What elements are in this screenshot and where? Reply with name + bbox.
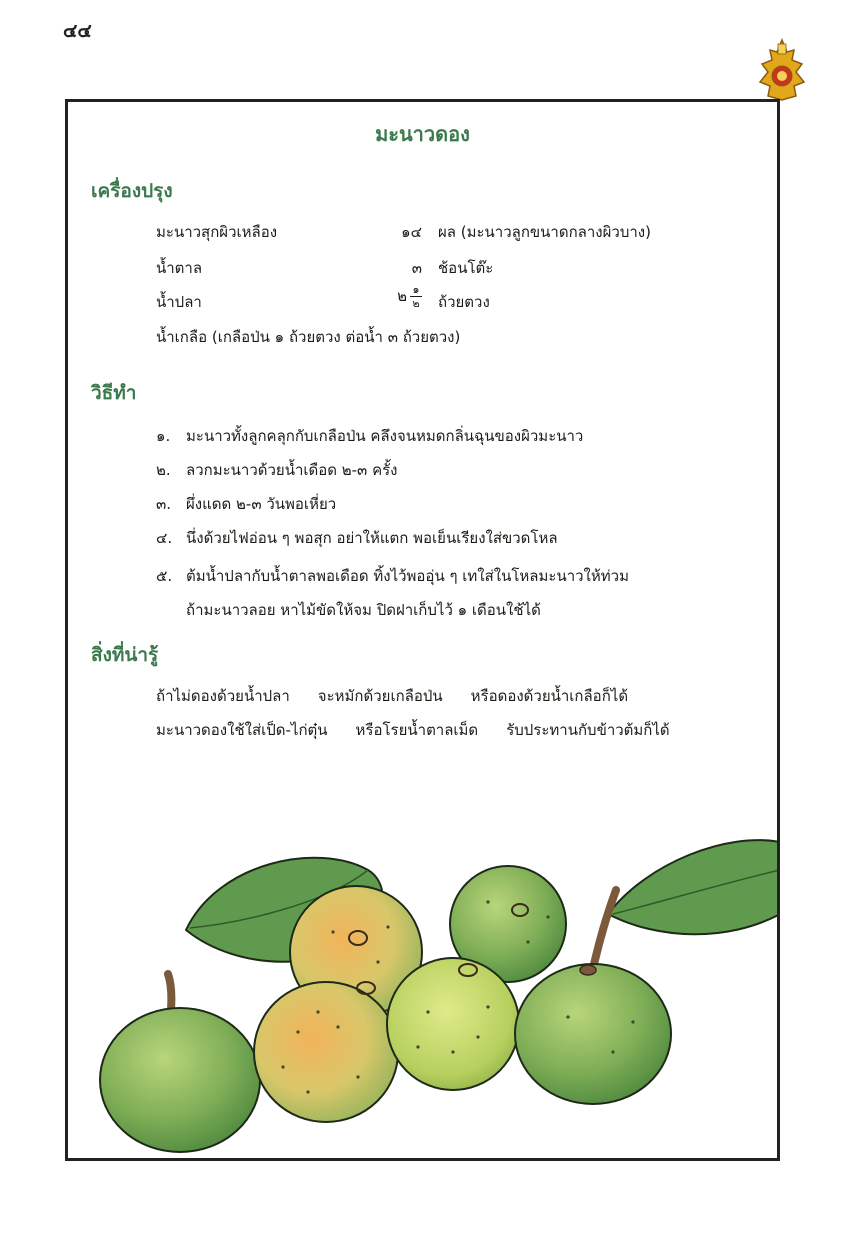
ingredient-qty: ๑๔ [401,223,422,241]
leaf-right [608,840,777,934]
ingredient-unit: ถ้วยตวง [438,293,490,311]
ingredient-name: มะนาวสุกผิวเหลือง [156,223,278,241]
page-number: ๔๔ [63,20,92,42]
royal-emblem-icon [756,38,808,104]
fraction-denominator: ๒ [412,297,420,310]
qty-fraction [410,284,422,309]
lime-center [254,982,398,1122]
step-text: ลวกมะนาวด้วยน้ำเดือด ๒-๓ ครั้ง [186,461,398,479]
lime-front-left [100,1008,260,1152]
fraction-numerator: ๑ [412,283,420,296]
step-number: ๓. [156,495,172,513]
step-text: มะนาวทั้งลูกคลุกกับเกลือป่น คลึงจนหมดกลิ่นฉุนของผิวมะนาว [186,427,584,445]
notes-heading: สิ่งที่น่ารู้ [91,644,159,666]
brine-line: น้ำเกลือ (เกลือป่น ๑ ถ้วยตวง ต่อน้ำ ๓ ถ้วยตวง) [156,328,461,346]
qty-whole: ๒ [397,287,407,305]
note-phrase: หรือดองด้วยน้ำเกลือก็ได้ [470,687,629,705]
step-number: ๑. [156,427,171,445]
method-heading: วิธีทำ [91,382,137,404]
step-text: ต้มน้ำปลากับน้ำตาลพอเดือด ทิ้งไว้พออุ่น ๆ เทใส่ในโหลมะนาวให้ท่วม [186,567,629,585]
lime-fruits-illustration [68,822,777,1158]
note-phrase: หรือโรยน้ำตาลเม็ด [355,721,479,739]
ingredient-qty: ๓ [411,259,422,277]
lime-front-right [515,964,671,1104]
note-phrase: มะนาวดองใช้ใส่เป็ด-ไก่ตุ๋น [156,721,328,739]
step-text: ผึ่งแดด ๒-๓ วันพอเหี่ยว [186,495,337,513]
step-number: ๕. [156,567,173,585]
ingredient-qty-mixed [338,284,422,309]
lime-yellow [387,958,519,1090]
note-phrase: จะหมักด้วยเกลือป่น [317,687,443,705]
recipe-title: มะนาวดอง [375,122,470,146]
note-line [156,684,656,708]
note-line [156,718,698,742]
ingredient-unit: ผล (มะนาวลูกขนาดกลางผิวบาง) [438,223,651,241]
ingredients-heading: เครื่องปรุง [91,180,173,202]
step-number: ๒. [156,461,171,479]
step-text: นึ่งด้วยไฟอ่อน ๆ พอสุก อย่าให้แตก พอเย็นเรียงใส่ขวดโหล [186,529,558,547]
ingredient-unit: ช้อนโต๊ะ [438,259,494,277]
ingredient-name: น้ำปลา [156,293,202,311]
note-phrase: ถ้าไม่ดองด้วยน้ำปลา [156,687,290,705]
recipe-frame [65,99,780,1161]
note-phrase: รับประทานกับข้าวต้มก็ได้ [506,721,670,739]
step-text-continued: ถ้ามะนาวลอย หาไม้ขัดให้จม ปิดฝาเก็บไว้ ๑ เดือนใช้ได้ [186,601,541,619]
ingredient-name: น้ำตาล [156,259,203,277]
step-number: ๔. [156,529,173,547]
